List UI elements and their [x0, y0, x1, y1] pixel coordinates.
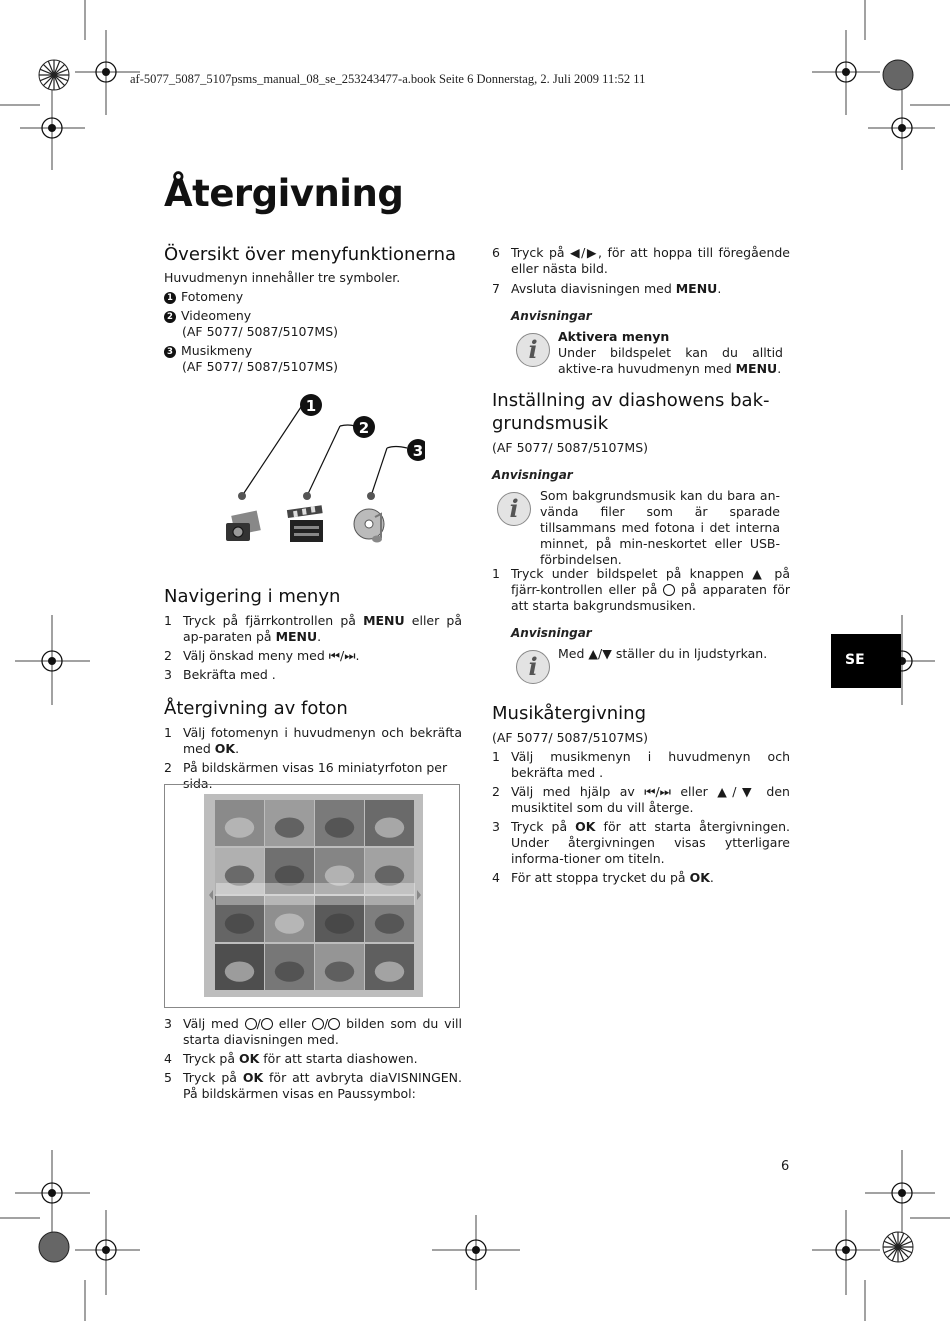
note-text: Med ▲/▼ ställer du in ljudstyrkan. [558, 646, 768, 661]
list-item: 2 Videomeny (AF 5077/ 5087/5107MS) [164, 308, 462, 340]
thumbnail-lamborghini [365, 944, 414, 990]
down-button-icon [261, 1018, 273, 1030]
list-item: 3 Bekräfta med . [164, 667, 276, 682]
volume-up-icon: ▲ [588, 646, 599, 661]
note-label: Anvisningar [492, 468, 573, 482]
up-button-icon [663, 584, 675, 596]
thumbnail-city-night [215, 944, 264, 990]
section-heading: Översikt över menyfunktionerna [164, 244, 457, 265]
thumbnail-bouquet [315, 944, 364, 990]
section-heading: Inställning av diashowens bak-grundsmusik [492, 390, 770, 434]
number-badge: 2 [164, 311, 176, 323]
svg-text:1: 1 [305, 397, 317, 415]
section-menu-overview [164, 243, 462, 375]
list-item: 5 Tryck på OK för att avbryta diaVISNINGEN. På bildskärmen visas en Paussymbol: [164, 1070, 462, 1101]
thumbnail-taj-mahal [265, 800, 314, 846]
list-item: 1 Fotomeny [164, 289, 462, 305]
print-header: af-5077_5087_5107psms_manual_08_se_253243477-a.book Seite 6 Donnerstag, 2. Juli 2009 11:52 11 [130, 72, 646, 86]
clapperboard-icon [287, 505, 323, 542]
main-menu-illustration [215, 390, 425, 555]
note-label: Anvisningar [511, 626, 592, 640]
section-background-music [492, 389, 790, 456]
thumbnail-flower-balloons [265, 944, 314, 990]
section-music-playback [492, 702, 790, 886]
volume-up-icon: ▲ [752, 566, 767, 581]
list-item: 1 Tryck under bildspelet på knappen ▲ på fjärr-kontrollen eller på på apparaten för att starta bakgrundsmusiken. [492, 566, 790, 613]
list-item: 1 Välj musikmenyn i huvudmenyn och bekräfta med . [492, 749, 790, 780]
volume-up-icon: ▲ [717, 784, 733, 799]
section-heading: Navigering i menyn [164, 586, 341, 607]
info-icon: i [516, 333, 550, 367]
list-item: 4 För att stoppa trycket du på OK. [492, 870, 714, 885]
list-item: 3 Välj med / eller / bilden som du vill starta diavisningen med. [164, 1016, 462, 1047]
list-item: 1 Välj fotomenyn i huvudmenyn och bekräfta med OK. [164, 725, 462, 756]
list-item: 3 Tryck på OK för att starta återgivningen. Under återgivningen visas ytterligare informa-tioner om titeln. [492, 819, 790, 866]
list-item: 4 Tryck på OK för att starta diashowen. [164, 1051, 418, 1066]
section-heading: Återgivning av foton [164, 698, 348, 719]
thumbnail-balloon-flowers [365, 800, 414, 846]
info-icon: i [516, 650, 550, 684]
volume-down-icon: ▼ [602, 646, 612, 661]
models-text: (AF 5077/ 5087/5107MS) [492, 440, 649, 455]
menu-symbol-list [164, 289, 462, 375]
note-label: Anvisningar [511, 309, 592, 323]
list-item: 3 Musikmeny (AF 5077/ 5087/5107MS) [164, 343, 462, 375]
note-text: Aktivera menyn Under bildspelet kan du alltid aktive-ra huvudmenyn med MENU. [558, 329, 783, 376]
list-item: 2 Välj med hjälp av ⏮/⏭ eller ▲/▼ den musiktitel som du vill återge. [492, 784, 790, 815]
background-music-steps [492, 566, 790, 614]
svg-text:3: 3 [412, 442, 424, 460]
section-intro: Huvudmenyn innehåller tre symboler. [164, 270, 401, 285]
up-button-icon [245, 1018, 257, 1030]
volume-down-icon: ▼ [736, 784, 758, 799]
list-item: 7 Avsluta diavisningen med MENU. [492, 281, 722, 296]
photo-icon [226, 511, 261, 541]
music-cd-icon [354, 509, 384, 543]
list-item: 6 Tryck på ◀/▶, för att hoppa till föregående eller nästa bild. [492, 245, 790, 276]
callout-3 [407, 439, 425, 461]
section-heading: Musikåtergivning [492, 703, 646, 724]
note-text: Som bakgrundsmusik kan du bara an-vända filer som är sparade tillsammans med fotona i det interna minnet, på min-neskortet eller USB-förbindelsen. [540, 488, 780, 567]
page-number: 6 [781, 1159, 790, 1174]
photo-steps-continued [164, 1016, 462, 1102]
callout-1 [300, 394, 322, 416]
left-button-icon [312, 1018, 324, 1030]
info-icon: i [497, 492, 531, 526]
number-badge: 1 [164, 292, 176, 304]
models-text: (AF 5077/ 5087/5107MS) [492, 730, 649, 745]
list-item: 1 Tryck på fjärrkontrollen på MENU eller på ap-paraten på MENU. [164, 613, 462, 644]
svg-text:2: 2 [358, 419, 370, 437]
thumbnail-grid [165, 785, 459, 1007]
right-button-icon [328, 1018, 340, 1030]
page-title: Återgivning [164, 172, 404, 215]
photo-steps-right [492, 245, 790, 297]
thumbnail-desert [215, 800, 264, 846]
thumbnail-lake [315, 800, 364, 846]
list-item: 2 Välj önskad meny med ⏮/⏭. [164, 648, 360, 663]
language-tab: SE [831, 634, 901, 688]
section-navigation [164, 585, 462, 683]
list-item: 2 På bildskärmen visas 16 miniatyrfoton per sida. [164, 760, 448, 791]
number-badge: 3 [164, 346, 176, 358]
section-photo-playback [164, 697, 462, 792]
callout-2 [353, 416, 375, 438]
thumbnail-figure [164, 784, 460, 1008]
